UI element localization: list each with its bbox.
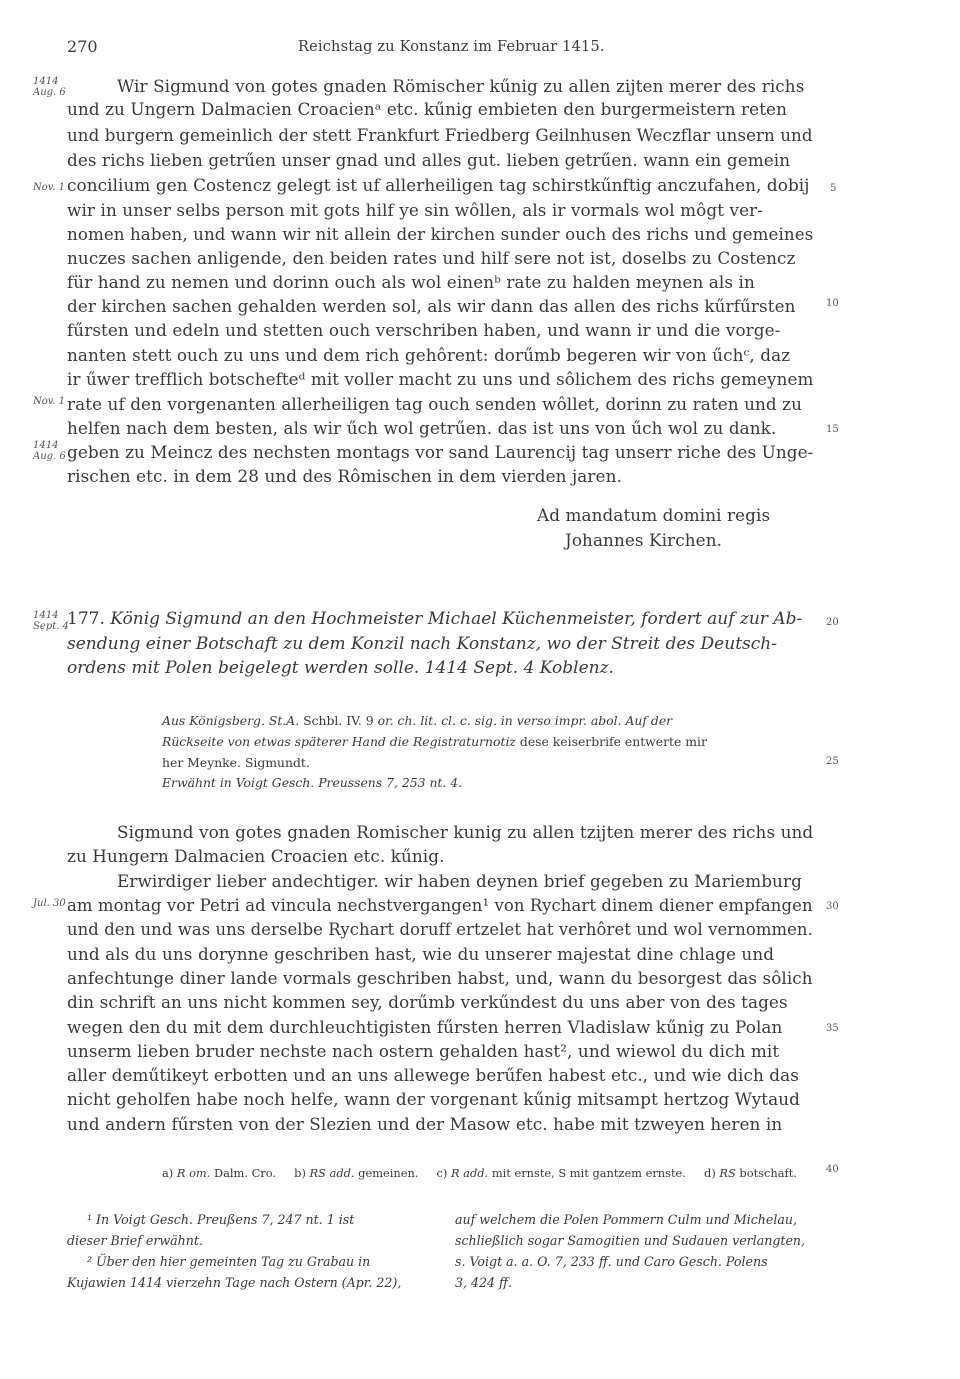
text-line: zu Hungern Dalmacien Croacien etc. kűnig. xyxy=(67,846,445,866)
line-number: 5 xyxy=(830,183,837,194)
text-line: ir űwer trefflich botschefteᵈ mit voller macht zu uns und sôlichem des richs gemeynem xyxy=(67,369,814,389)
margin-date: 1414 Sept. 4 xyxy=(33,610,69,632)
subscription-line: Johannes Kirchen. xyxy=(565,530,723,550)
footnote-line: auf welchem die Polen Pommern Culm und Michelau, xyxy=(455,1212,798,1227)
text-line: anfechtunge diner lande vormals geschriben habst, und, wann du besorgest das sôlich xyxy=(67,968,813,988)
text-line: und burgern gemeinlich der stett Frankfurt Friedberg Geilnhusen Weczflar unsern und xyxy=(67,125,813,145)
regest-line: König Sigmund an den Hochmeister Michael Küchenmeister, fordert auf zur Ab- xyxy=(110,609,803,629)
text-line: Wir Sigmund von gotes gnaden Römischer kűnig zu allen zijten merer des richs xyxy=(117,76,805,96)
text-line: unserm lieben bruder nechste nach ostern gehalden hast², und wiewol du dich mit xyxy=(67,1041,780,1061)
footnote-line: ¹ In Voigt Gesch. Preußens 7, 247 nt. 1 ist xyxy=(87,1212,355,1227)
text-line: wegen den du mit dem durchleuchtigisten fűrsten herren Vladislaw kűnig zu Polan xyxy=(67,1017,783,1037)
regest-line: ordens mit Polen beigelegt werden solle. 1414 Sept. 4 Koblenz. xyxy=(67,658,614,678)
text-line: am montag vor Petri ad vincula nechstvergangen¹ von Rychart dinem diener empfangen xyxy=(67,895,813,915)
running-title: Reichstag zu Konstanz im Februar 1415. xyxy=(298,39,605,55)
margin-date: 1414 Aug. 6 xyxy=(33,76,66,98)
text-line: geben zu Meincz des nechsten montags vor sand Laurencij tag unserr riche des Unge- xyxy=(67,442,814,462)
text-line: fűrsten und edeln und stetten ouch verschriben haben, und wann ir und die vorge- xyxy=(67,320,781,340)
text-line: nuczes sachen anligende, den beiden rates und hilf sere not ist, doselbs zu Costencz xyxy=(67,248,796,268)
margin-date: Nov. 1 xyxy=(33,396,65,407)
text-line: aller deműtikeyt erbotten und an uns allewege berűfen habest etc., und wie dich das xyxy=(67,1065,799,1085)
text-line: und zu Ungern Dalmacien Croacienᵃ etc. kűnig embieten den burgermeistern reten xyxy=(67,99,787,119)
text-line: concilium gen Costencz gelegt ist uf allerheiligen tag schirstkűnftig anczufahen, dobij xyxy=(67,175,810,195)
critical-apparatus: a) R om. Dalm. Cro. b) RS add. gemeinen. c) R add. mit ernste, S mit gantzem ernste. d) RS botschaft. xyxy=(162,1166,797,1180)
footnote-line: Kujawien 1414 vierzehn Tage nach Ostern (Apr. 22), xyxy=(67,1275,402,1290)
text-line: und andern fűrsten von der Slezien und der Masow etc. habe mit tzweyen heren in xyxy=(67,1114,783,1134)
regest-line: sendung einer Botschaft zu dem Konzil nach Konstanz, wo der Streit des Deutsch- xyxy=(67,634,777,654)
text-line: helfen nach dem besten, als wir űch wol getrűen. das ist uns von űch wol zu dank. xyxy=(67,418,777,438)
line-number: 20 xyxy=(826,617,839,628)
line-number: 25 xyxy=(826,756,839,767)
line-number: 10 xyxy=(826,298,839,309)
text-line: der kirchen sachen gehalden werden sol, als wir dann das allen des richs kűrfűrsten xyxy=(67,296,796,316)
margin-date: 1414 Aug. 6 xyxy=(33,440,66,462)
footnote-line: 3, 424 ff. xyxy=(455,1275,512,1290)
page-number: 270 xyxy=(67,37,98,56)
line-number: 40 xyxy=(826,1164,839,1175)
text-line: nanten stett ouch zu uns und dem rich gehôrent: dorűmb begeren wir von űchᶜ, daz xyxy=(67,345,791,365)
text-line: rischen etc. in dem 28 und des Rômischen in dem vierden jaren. xyxy=(67,466,622,486)
text-line: nicht geholfen habe noch helfe, wann der vorgenant kűnig mitsampt hertzog Wytaud xyxy=(67,1089,800,1109)
text-line: wir in unser selbs person mit gots hilf ye sin wôllen, als ir vormals wol môgt ver- xyxy=(67,200,764,220)
margin-date: Nov. 1 xyxy=(33,182,65,193)
text-line: nomen haben, und wann wir nit allein der kirchen sunder ouch des richs und gemeines xyxy=(67,224,814,244)
text-line: des richs lieben getrűen unser gnad und alles gut. lieben getrűen. wann ein gemein xyxy=(67,150,791,170)
footnote-line: ² Über den hier gemeinten Tag zu Grabau in xyxy=(87,1254,371,1269)
document-number: 177. xyxy=(67,609,105,629)
text-line: für hand zu nemen und dorinn ouch als wol einenᵇ rate zu halden meynen als in xyxy=(67,272,755,292)
line-number: 35 xyxy=(826,1023,839,1034)
text-line: Sigmund von gotes gnaden Romischer kunig zu allen tzijten merer des richs und xyxy=(117,822,814,842)
subscription-line: Ad mandatum domini regis xyxy=(537,505,771,525)
line-number: 30 xyxy=(826,901,839,912)
text-line: und den und was uns derselbe Rychart doruff ertzelet hat verhôret und wol vernommen. xyxy=(67,919,813,939)
text-line: din schrift an uns nicht kommen sey, dorűmb verkűndest du uns aber von des tages xyxy=(67,992,788,1012)
footnote-line: dieser Brief erwähnt. xyxy=(67,1233,203,1248)
line-number: 15 xyxy=(826,424,839,435)
footnote-line: schließlich sogar Samogitien und Sudauen verlangten, xyxy=(455,1233,806,1248)
text-line: rate uf den vorgenanten allerheiligen tag ouch senden wôllet, dorinn zu raten und zu xyxy=(67,394,803,414)
text-line: und als du uns dorynne geschriben hast, wie du unserer majestat dine chlage und xyxy=(67,944,775,964)
footnote-line: s. Voigt a. a. O. 7, 233 ff. und Caro Gesch. Polens xyxy=(455,1254,768,1269)
margin-date: Jul. 30 xyxy=(33,898,66,909)
text-line: Erwirdiger lieber andechtiger. wir haben deynen brief gegeben zu Mariemburg xyxy=(117,871,802,891)
